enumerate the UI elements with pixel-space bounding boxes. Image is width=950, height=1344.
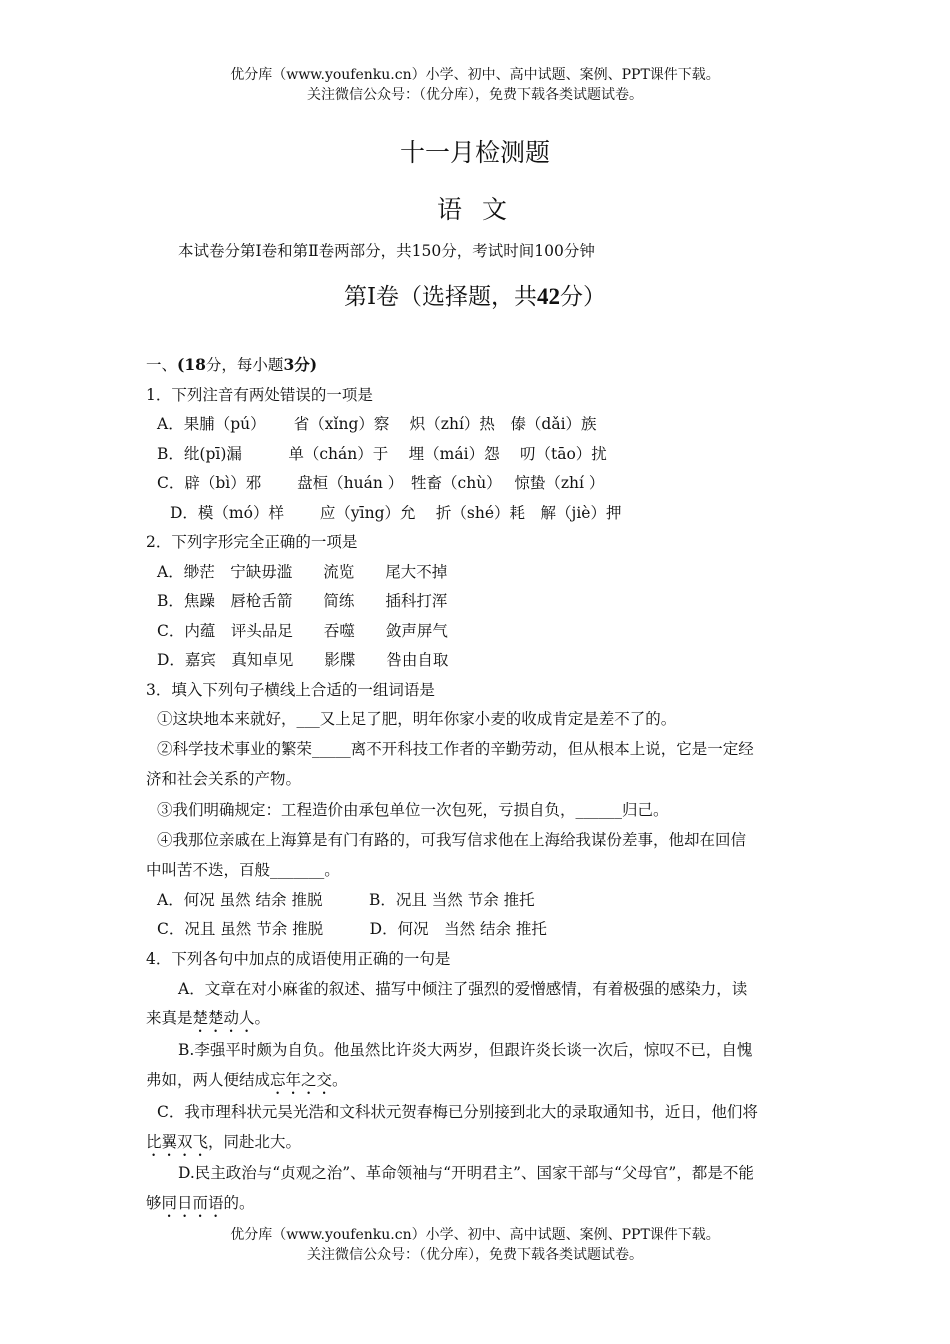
header-line-1: 优分库（www.youfenku.cn）小学、初中、高中试题、案例、PPT课件下载。	[230, 67, 720, 83]
section-one-score: (18	[177, 355, 206, 374]
q4-d-post: 的。	[223, 1194, 255, 1212]
section-one-prefix: 一、	[146, 356, 178, 374]
q4-option-b-line1: B.李强平时颇为自负。他虽然比许炎大两岁，但跟许炎长谈一次后，惊叹不已，自愧	[178, 1041, 753, 1059]
part-one-suffix: 分）	[560, 284, 607, 310]
q3-options-ab: A．何况 虽然 结余 推脱 B．况且 当然 节余 推托	[157, 891, 535, 909]
q4-option-d-line1: D.民主政治与“贞观之治”、革命领袖与“开明君主”、国家干部与“父母官”，都是不能	[178, 1164, 754, 1182]
q3-sentence-4a: ④我那位亲戚在上海算是有门有路的，可我写信求他在上海给我谋份差事，他却在回信	[157, 831, 747, 849]
section-one-heading	[146, 354, 810, 376]
part-one-score: 42	[537, 284, 561, 309]
footer-line-1: 优分库（www.youfenku.cn）小学、初中、高中试题、案例、PPT课件下载。	[230, 1227, 720, 1243]
q1-option-b: B．纰(pī)漏 单（chán）于 埋（mái）怨 叨（tāo）扰	[157, 445, 607, 463]
q4-option-a-line1: A．文章在对小麻雀的叙述、描写中倾注了强烈的爱憎感情，有着极强的感染力，读	[178, 980, 748, 998]
q2-option-d: D．嘉宾 真知卓见 影牒 咎由自取	[157, 651, 449, 669]
q4-option-d-line2	[146, 1192, 810, 1221]
footer-line-2: 关注微信公众号：（优分库），免费下载各类试题试卷。	[307, 1247, 643, 1263]
section-one-mid: 分，每小题	[205, 356, 284, 374]
q4-option-c-line1: C．我市理科状元吴光浩和文科状元贺春梅已分别接到北大的录取通知书，近日，他们将	[157, 1103, 758, 1121]
exam-title: 十一月检测题	[399, 138, 550, 167]
q1-option-c: C．辟（bì）邪 盘桓（huán ） 牲畜（chù） 惊蛰（zhí ）	[157, 474, 605, 492]
q4-a-pre: 来真是	[146, 1009, 193, 1027]
q3-sentence-1: ①这块地本来就好，___又上足了肥，明年你家小麦的收成肯定是差不了的。	[157, 710, 677, 728]
q2-stem: 2．下列字形完全正确的一项是	[146, 533, 358, 551]
q4-d-dotted-idiom: 同日而语	[161, 1194, 224, 1212]
q4-b-post: 。	[332, 1071, 348, 1089]
q2-option-c: C．内蕴 评头品足 吞噬 敛声屏气	[157, 622, 448, 640]
subject-title: 语 文	[437, 195, 513, 224]
q4-a-dotted-idiom: 楚楚动人	[192, 1009, 255, 1027]
q4-option-b-line2	[146, 1069, 810, 1098]
q1-option-d: D．模（mó）样 应（yīng）允 折（shé）耗 解（jiè）押	[170, 504, 622, 522]
part-one-prefix: 第Ⅰ卷（选择题，共	[343, 284, 538, 310]
q4-b-pre: 弗如，两人便结成	[146, 1071, 271, 1089]
section-one-each: 3	[283, 355, 295, 374]
q4-c-post: ，同赴北大。	[208, 1133, 302, 1151]
q4-a-post: 。	[254, 1009, 271, 1027]
q2-option-b: B．焦躁 唇枪舌箭 简练 插科打浑	[157, 592, 448, 610]
q3-options-cd: C．况且 虽然 节余 推脱 D．何况 当然 结余 推托	[157, 920, 547, 938]
q3-sentence-2b: 济和社会关系的产物。	[146, 770, 302, 788]
q4-stem: 4．下列各句中加点的成语使用正确的一句是	[146, 950, 451, 968]
part-one-heading	[0, 278, 950, 311]
q4-c-dotted-idiom: 比翼双飞	[146, 1133, 209, 1151]
q4-d-pre: 够	[146, 1194, 162, 1212]
q3-sentence-2a: ②科学技术事业的繁荣_____离不开科技工作者的辛勤劳动，但从根本上说，它是一定经	[157, 740, 754, 758]
q3-sentence-3: ③我们明确规定：工程造价由承包单位一次包死，亏损自负，______归己。	[157, 801, 669, 819]
q4-option-a-line2	[146, 1007, 810, 1036]
exam-intro: 本试卷分第Ⅰ卷和第Ⅱ卷两部分，共150分，考试时间100分钟	[178, 242, 595, 260]
q1-option-a: A．果脯（pú） 省（xǐng）察 炽（zhí）热 傣（dǎi）族	[157, 415, 597, 433]
q2-option-a: A．缈茫 宁缺毋滥 流览 尾大不掉	[157, 563, 448, 581]
q4-option-c-line2	[146, 1131, 810, 1160]
header-line-2: 关注微信公众号：（优分库），免费下载各类试题试卷。	[307, 87, 643, 103]
q1-stem: 1．下列注音有两处错误的一项是	[146, 386, 373, 404]
section-one-suffix: 分)	[294, 355, 318, 374]
q3-sentence-4b: 中叫苦不迭，百般_______。	[146, 861, 340, 879]
q3-stem: 3．填入下列句子横线上合适的一组词语是	[146, 681, 435, 699]
q4-b-dotted-idiom: 忘年之交	[270, 1071, 333, 1089]
